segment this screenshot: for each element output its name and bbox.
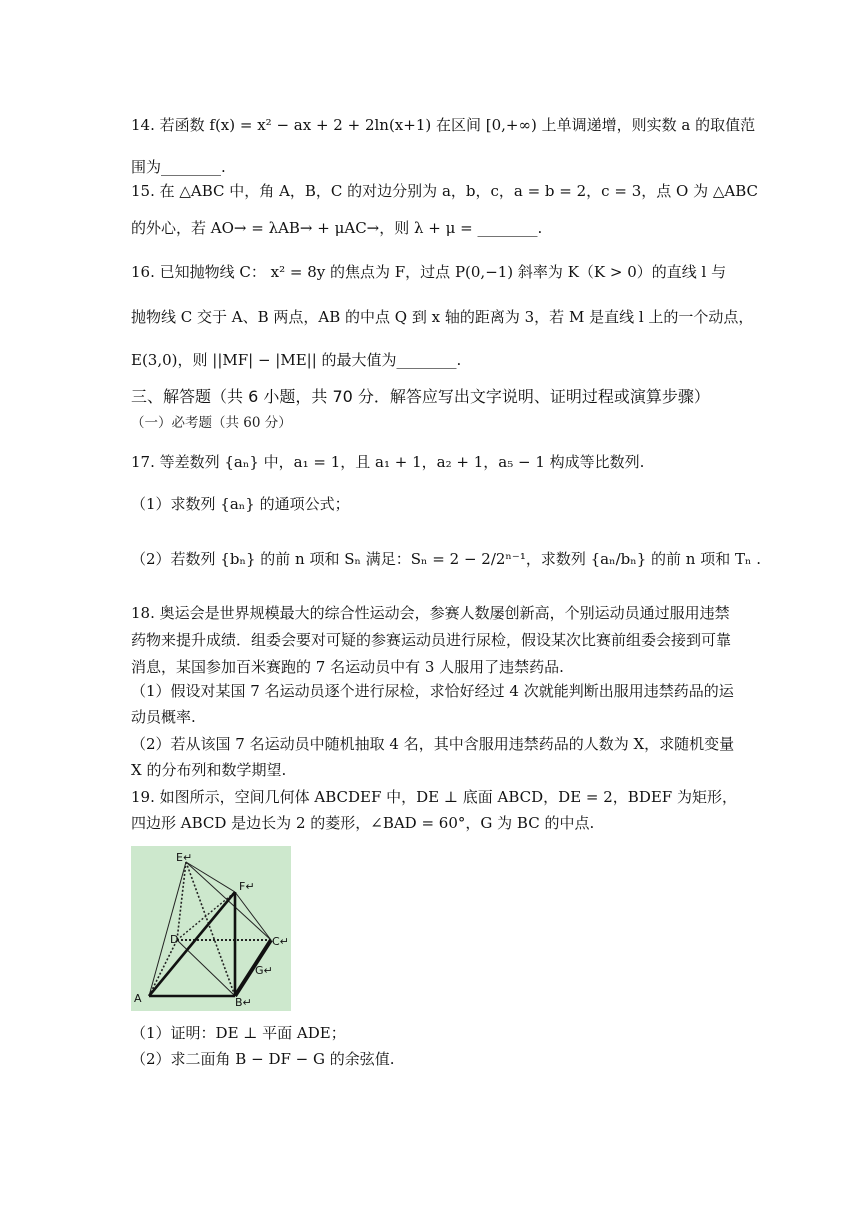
q16-line-1: 16. 已知抛物线 C： x² = 8y 的焦点为 F，过点 P(0,−1) 斜率为 K（K > 0）的直线 l 与 [131,263,727,281]
edge-DB [177,940,235,996]
q17-line-1: 17. 等差数列 {aₙ} 中，a₁ = 1，且 a₁ + 1，a₂ + 1，a₅ − 1 构成等比数列. [131,453,645,471]
label-E: E↵ [176,851,193,864]
q14-line-1: 14. 若函数 f(x) = x² − ax + 2 + 2ln(x+1) 在区间 [0,+∞) 上单调递增，则实数 a 的取值范 [131,116,756,134]
q14-line-2: 围为________. [131,158,226,176]
section-heading: 三、解答题（共 6 小题，共 70 分．解答应写出文字说明、证明过程或演算步骤） [131,387,710,406]
q15-line-1: 15. 在 △ABC 中，角 A，B，C 的对边分别为 a，b，c，a = b = 2，c = 3，点 O 为 △ABC [131,182,758,200]
edge-FC [235,892,271,940]
sub-heading: （一）必考题（共 60 分） [131,415,292,431]
label-D: D [170,933,179,946]
q19-line-1: 19. 如图所示，空间几何体 ABCDEF 中，DE ⊥ 底面 ABCD，DE = 2，BDEF 为矩形， [131,788,737,806]
q16-line-2: 抛物线 C 交于 A、B 两点，AB 的中点 Q 到 x 轴的距离为 3，若 M 是直线 l 上的一个动点， [131,308,754,326]
q18-part-2-line-2: X 的分布列和数学期望. [131,761,287,779]
edge-ED-hidden [177,862,186,940]
q18-line-2: 药物来提升成绩．组委会要对可疑的参赛运动员进行尿检，假设某次比赛前组委会接到可靠 [131,631,732,649]
edge-AF [149,892,235,996]
label-F: F↵ [239,880,255,893]
q18-part-1-line-1: （1）假设对某国 7 名运动员逐个进行尿检，求恰好经过 4 次就能判断出服用违禁药品的运 [131,682,734,700]
q17-part-2: （2）若数列 {bₙ} 的前 n 项和 Sₙ 满足：Sₙ = 2 − 2/2ⁿ⁻¹，求数列 {aₙ/bₙ} 的前 n 项和 Tₙ . [131,550,762,568]
edge-EB-hidden [186,862,235,996]
q19-line-2: 四边形 ABCD 是边长为 2 的菱形，∠BAD = 60°，G 为 BC 的中点. [131,814,595,832]
q18-line-1: 18. 奥运会是世界规模最大的综合性运动会，参赛人数屡创新高，个别运动员通过服用违禁 [131,604,730,622]
geometry-diagram [131,846,291,1011]
edge-EF [186,862,235,892]
label-B: B↵ [235,996,252,1009]
label-G: G↵ [255,964,273,977]
q18-part-2-line-1: （2）若从该国 7 名运动员中随机抽取 4 名，其中含服用违禁药品的人数为 X，求随机变量 [131,735,735,753]
q19-part-2: （2）求二面角 B − DF − G 的余弦值. [131,1050,395,1068]
edge-EA [149,862,186,996]
q15-line-2: 的外心，若 AO→ = λAB→ + μAC→，则 λ + μ = ________. [131,219,543,237]
q16-line-3: E(3,0)，则 ||MF| − |ME|| 的最大值为________. [131,351,462,369]
geometry-figure [131,846,291,1011]
label-A: A [134,992,142,1005]
label-C: C↵ [272,935,289,948]
q18-part-1-line-2: 动员概率. [131,708,196,726]
q18-line-3: 消息，某国参加百米赛跑的 7 名运动员中有 3 人服用了违禁药品. [131,658,564,676]
q17-part-1: （1）求数列 {aₙ} 的通项公式； [131,495,350,513]
q19-part-1: （1）证明：DE ⊥ 平面 ADE； [131,1024,346,1042]
